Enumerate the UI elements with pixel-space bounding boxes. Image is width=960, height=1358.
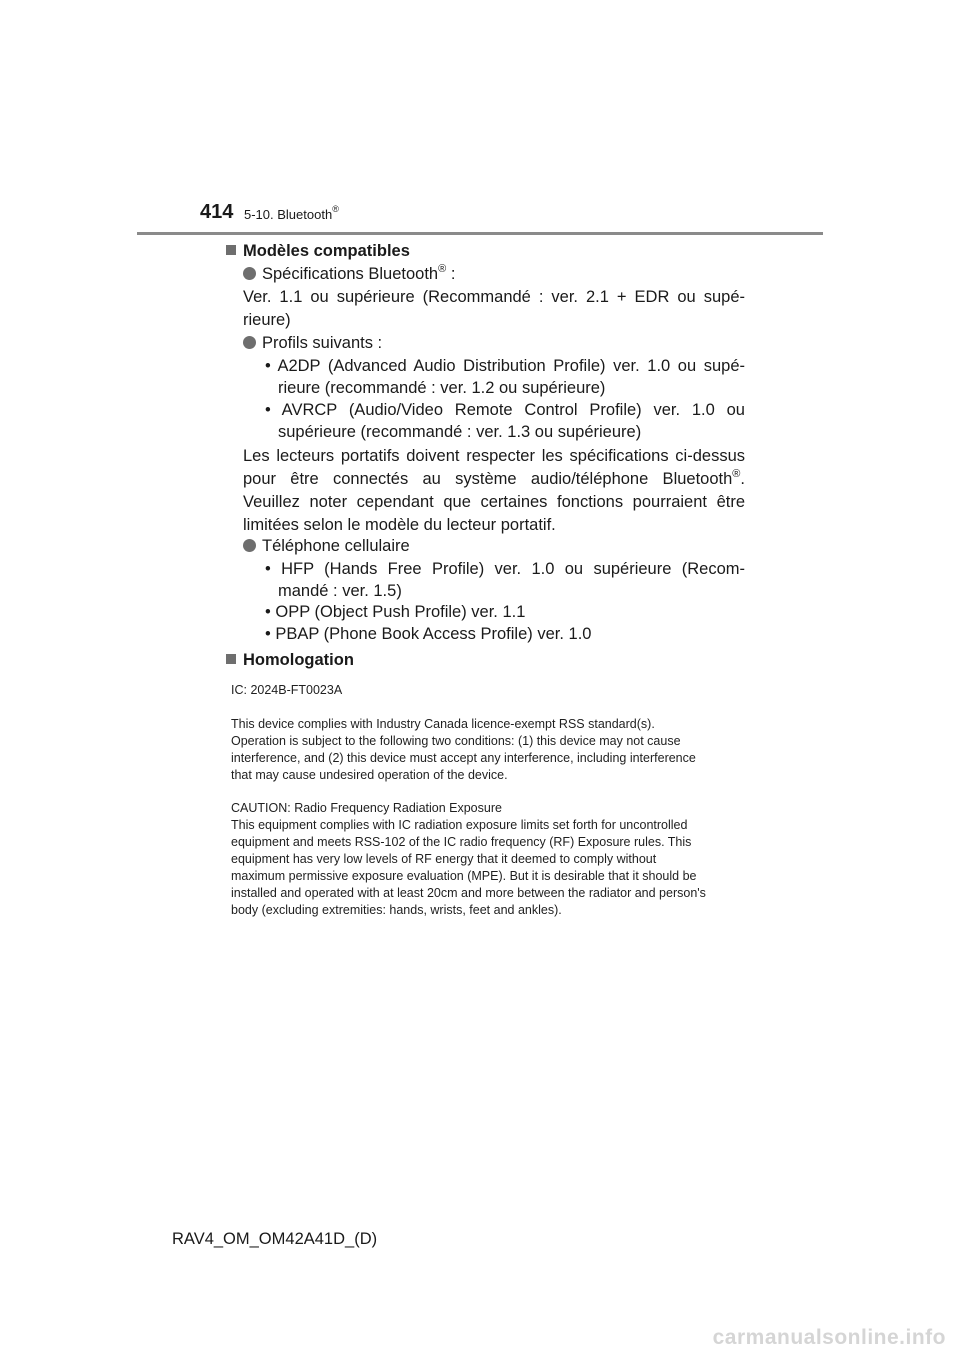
caution-line: maximum permissive exposure evaluation (MPE). But it is desirable that it should be (231, 869, 697, 883)
caution-line: This equipment complies with IC radiation exposure limits set forth for uncontrolled (231, 818, 688, 832)
caution-line: equipment and meets RSS-102 of the IC radio frequency (RF) Exposure rules. This (231, 835, 692, 849)
hfp-line-1: • HFP (Hands Free Profile) ver. 1.0 ou supérieure (Recom- (265, 560, 745, 578)
caution-line: equipment has very low levels of RF energy that it deemed to comply without (231, 852, 657, 866)
page-number: 414 (200, 201, 234, 223)
para-line-4: limitées selon le modèle du lecteur portatif. (243, 516, 556, 534)
ic-number: IC: 2024B-FT0023A (231, 683, 343, 697)
compliance-line: interference, and (2) this device must accept any interference, including interference (231, 751, 696, 765)
caution-line: body (excluding extremities: hands, wrists, feet and ankles). (231, 903, 562, 917)
para-line-3: Veuillez noter cependant que certaines fonctions pourraient être (243, 493, 745, 511)
watermark: carmanualsonline.info (712, 1326, 946, 1349)
bullet-spec-bluetooth: Spécifications Bluetooth® : (243, 265, 455, 284)
pbap-line: • PBAP (Phone Book Access Profile) ver. 1.0 (265, 625, 592, 643)
round-bullet-icon (243, 336, 256, 349)
square-bullet-icon (226, 245, 236, 255)
bullet-cell-phone: Téléphone cellulaire (243, 537, 410, 556)
compliance-line: that may cause undesired operation of the device. (231, 768, 508, 782)
round-bullet-icon (243, 267, 256, 280)
caution-title: CAUTION: Radio Frequency Radiation Exposure (231, 801, 502, 815)
spec-line-1: Ver. 1.1 ou supérieure (Recommandé : ver. 2.1 + EDR ou supé- (243, 288, 745, 306)
section-title: 5-10. Bluetooth® (244, 204, 339, 222)
caution-line: installed and operated with at least 20cm and more between the radiator and person's (231, 886, 706, 900)
spec-line-2: rieure) (243, 311, 291, 329)
a2dp-line-1: • A2DP (Advanced Audio Distribution Profile) ver. 1.0 ou supé- (265, 357, 745, 375)
heading-compatible-models: Modèles compatibles (226, 242, 410, 261)
heading-homologation: Homologation (226, 651, 354, 670)
bullet-profiles: Profils suivants : (243, 334, 382, 353)
square-bullet-icon (226, 654, 236, 664)
avrcp-line-2: supérieure (recommandé : ver. 1.3 ou supérieure) (278, 423, 642, 441)
para-line-1: Les lecteurs portatifs doivent respecter les spécifications ci-dessus (243, 447, 745, 465)
header-rule (137, 232, 823, 235)
round-bullet-icon (243, 539, 256, 552)
doc-code: RAV4_OM_OM42A41D_(D) (172, 1230, 378, 1248)
a2dp-line-2: rieure (recommandé : ver. 1.2 ou supérieure) (278, 379, 606, 397)
compliance-line: This device complies with Industry Canada licence-exempt RSS standard(s). (231, 717, 655, 731)
compliance-line: Operation is subject to the following two conditions: (1) this device may not cause (231, 734, 681, 748)
registered-mark: ® (332, 204, 339, 214)
avrcp-line-1: • AVRCP (Audio/Video Remote Control Profile) ver. 1.0 ou (265, 401, 745, 419)
opp-line: • OPP (Object Push Profile) ver. 1.1 (265, 603, 526, 621)
hfp-line-2: mandé : ver. 1.5) (278, 582, 402, 600)
para-line-2: pour être connectés au système audio/téléphone Bluetooth®. (243, 468, 745, 488)
